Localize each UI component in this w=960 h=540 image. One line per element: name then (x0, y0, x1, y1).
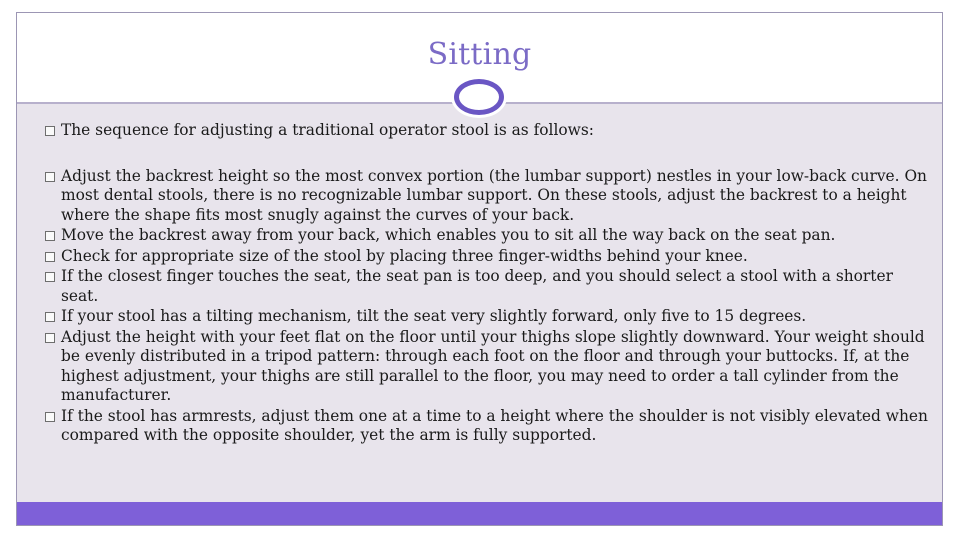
lead-bullet (17, 121, 937, 141)
square-bullet-icon (45, 126, 55, 136)
lead-text: The sequence for adjusting a traditional operator stool is as follows: (61, 121, 594, 139)
bullet-item (17, 267, 937, 306)
square-bullet-icon (45, 412, 55, 422)
slide-content (17, 121, 937, 447)
bullet-text: If your stool has a tilting mechanism, tilt the seat very slightly forward, only five to 15 degrees. (61, 307, 807, 325)
square-bullet-icon (45, 333, 55, 343)
square-bullet-icon (45, 252, 55, 262)
square-bullet-icon (45, 172, 55, 182)
bullet-item (17, 247, 937, 267)
bullet-item (17, 407, 937, 446)
bullet-item (17, 226, 937, 246)
bullet-item (17, 167, 937, 226)
bottom-accent-bar (17, 502, 942, 525)
bullet-text: If the stool has armrests, adjust them one at a time to a height where the shoulder is not visibly elevated when compared with the opposite shoulder, yet the arm is fully supported. (61, 406, 928, 444)
slide-title: Sitting (427, 37, 532, 72)
square-bullet-icon (45, 231, 55, 241)
bullet-text: Check for appropriate size of the stool by placing three finger-widths behind your knee. (61, 246, 748, 265)
bullet-text: Adjust the backrest height so the most convex portion (the lumbar support) nestles in your low-back curve. On most dental stools, there is no recognizable lumbar support. On these stools, adjust the backrest to a height where the shape fits most snugly against the curves of your back. (61, 166, 927, 224)
slide (16, 12, 943, 526)
square-bullet-icon (45, 312, 55, 322)
bullet-item (17, 307, 937, 327)
bullet-text: If the closest finger touches the seat, the seat pan is too deep, and you should select a stool with a shorter seat. (61, 267, 893, 305)
bullet-item (17, 328, 937, 406)
ring-ornament-icon (454, 79, 504, 115)
square-bullet-icon (45, 272, 55, 282)
bullet-text: Adjust the height with your feet flat on the floor until your thighs slope slightly downward. Your weight should be evenly distributed in a tripod pattern: through each foot on the floor and through your buttocks. If, at the highest adjustment, your thighs are still parallel to the floor, you may need to order a tall cylinder from the manufacturer. (61, 327, 925, 404)
bullet-text: Move the backrest away from your back, which enables you to sit all the way back on the seat pan. (61, 226, 836, 244)
